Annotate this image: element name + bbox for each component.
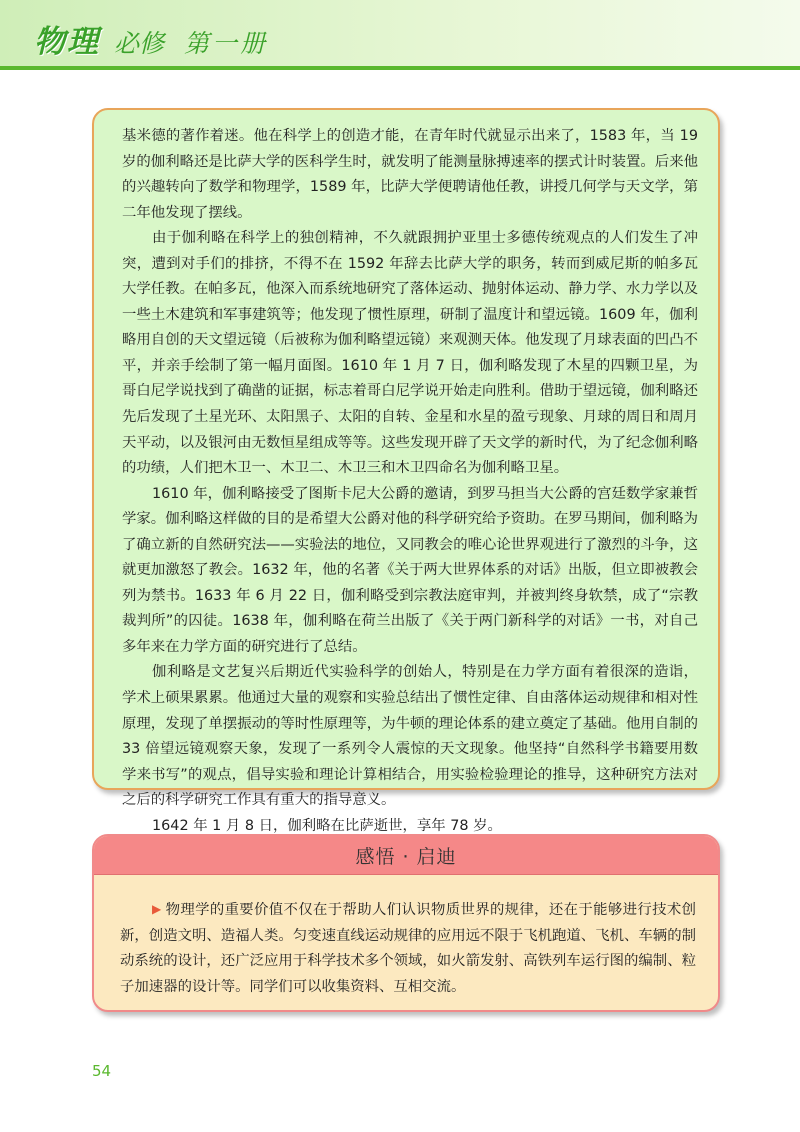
insight-box bbox=[92, 834, 720, 1012]
course-label: 必修 bbox=[114, 29, 165, 58]
subject-title: 物理 bbox=[34, 24, 100, 60]
reading-box bbox=[92, 108, 720, 834]
reading-paragraph-4: 伽利略是文艺复兴后期近代实验科学的创始人，特别是在力学方面有着很深的造诣，学术上硕果累累。他通过大量的观察和实验总结出了惯性定律、自由落体运动规律和相对性原理，发现了单摆振动的等时性原理等，为牛顿的理论体系的建立奠定了基础。他用自制的 33 倍望远镜观察天象，发现了一系列令人震惊的天文现象。他坚持“自然科学书籍要用数学来书写”的观点，倡导实验和理论计算相结合，用实验检验理论的推导，这种研究方法对之后的科学研究工作具有重大的指导意义。 bbox=[122, 664, 698, 809]
reading-paragraph-3: 1610 年，伽利略接受了图斯卡尼大公爵的邀请，到罗马担当大公爵的宫廷数学家兼哲学家。伽利略这样做的目的是希望大公爵对他的科学研究给予资助。在罗马期间，伽利略为了确立新的自然研究法——实验法的地位，又同教会的唯心论世界观进行了激烈的斗争，这就更加激怒了教会。1632 年，他的名著《关于两大世界体系的对话》出版，但立即被教会列为禁书。1633 年 6 月 22 日，伽利略受到宗教法庭审判，并被判终身软禁，成了“宗教裁判所”的囚徒。1638 年，伽利略在荷兰出版了《关于两门新科学的对话》一书，对自己多年来在力学方面的研究进行了总结。 bbox=[122, 485, 698, 655]
insight-title: 感悟 · 启迪 bbox=[94, 836, 718, 875]
page-number: 54 bbox=[92, 1062, 112, 1080]
reading-paragraph-5: 1642 年 1 月 8 日，伽利略在比萨逝世，享年 78 岁。 bbox=[152, 817, 502, 834]
book-title bbox=[34, 16, 268, 60]
reading-paragraph-2: 由于伽利略在科学上的独创精神，不久就跟拥护亚里士多德传统观点的人们发生了冲突，遭到对手们的排挤，不得不在 1592 年辞去比萨大学的职务，转而到威尼斯的帕多瓦大学任教。在帕多瓦，他深入而系统地研究了落体运动、抛射体运动、静力学、水力学以及一些土木建筑和军事建筑等；他发现了惯性原理，研制了温度计和望远镜。1609 年，伽利略用自创的天文望远镜（后被称为伽利略望远镜）来观测天体。他发现了月球表面的凹凸不平，并亲手绘制了第一幅月面图。1610 年 1 月 7 日，伽利略发现了木星的四颗卫星，为哥白尼学说找到了确凿的证据，标志着哥白尼学说开始走向胜利。借助于望远镜，伽利略还先后发现了土星光环、太阳黑子、太阳的自转、金星和水星的盈亏现象、月球的周日和周月天平动，以及银河由无数恒星组成等等。这些发现开辟了天文学的新时代，为了纪念伽利略的功绩，人们把木卫一、木卫二、木卫三和木卫四命名为伽利略卫星。 bbox=[122, 230, 698, 477]
volume-label: 第一册 bbox=[184, 29, 269, 58]
insight-text: 物理学的重要价值不仅在于帮助人们认识物质世界的规律，还在于能够进行技术创新，创造文明、造福人类。匀变速直线运动规律的应用远不限于飞机跑道、飞机、车辆的制动系统的设计，还广泛应用于科学技术多个领域，如火箭发射、高铁列车运行图的编制、粒子加速器的设计等。同学们可以收集资料、互相交流。 bbox=[120, 902, 696, 995]
reading-paragraph-1: 基米德的著作着迷。他在科学上的创造才能，在青年时代就显示出来了，1583 年，当 19 岁的伽利略还是比萨大学的医科学生时，就发明了能测量脉搏速率的摆式计时装置。后来他的兴趣转向了数学和物理学，1589 年，比萨大学便聘请他任教，讲授几何学与天文学，第二年他发现了摆线。 bbox=[122, 128, 698, 221]
page-header bbox=[0, 0, 800, 66]
header-divider bbox=[0, 66, 800, 70]
triangle-right-icon: ▶ bbox=[152, 902, 162, 916]
insight-text-block bbox=[94, 875, 718, 1000]
